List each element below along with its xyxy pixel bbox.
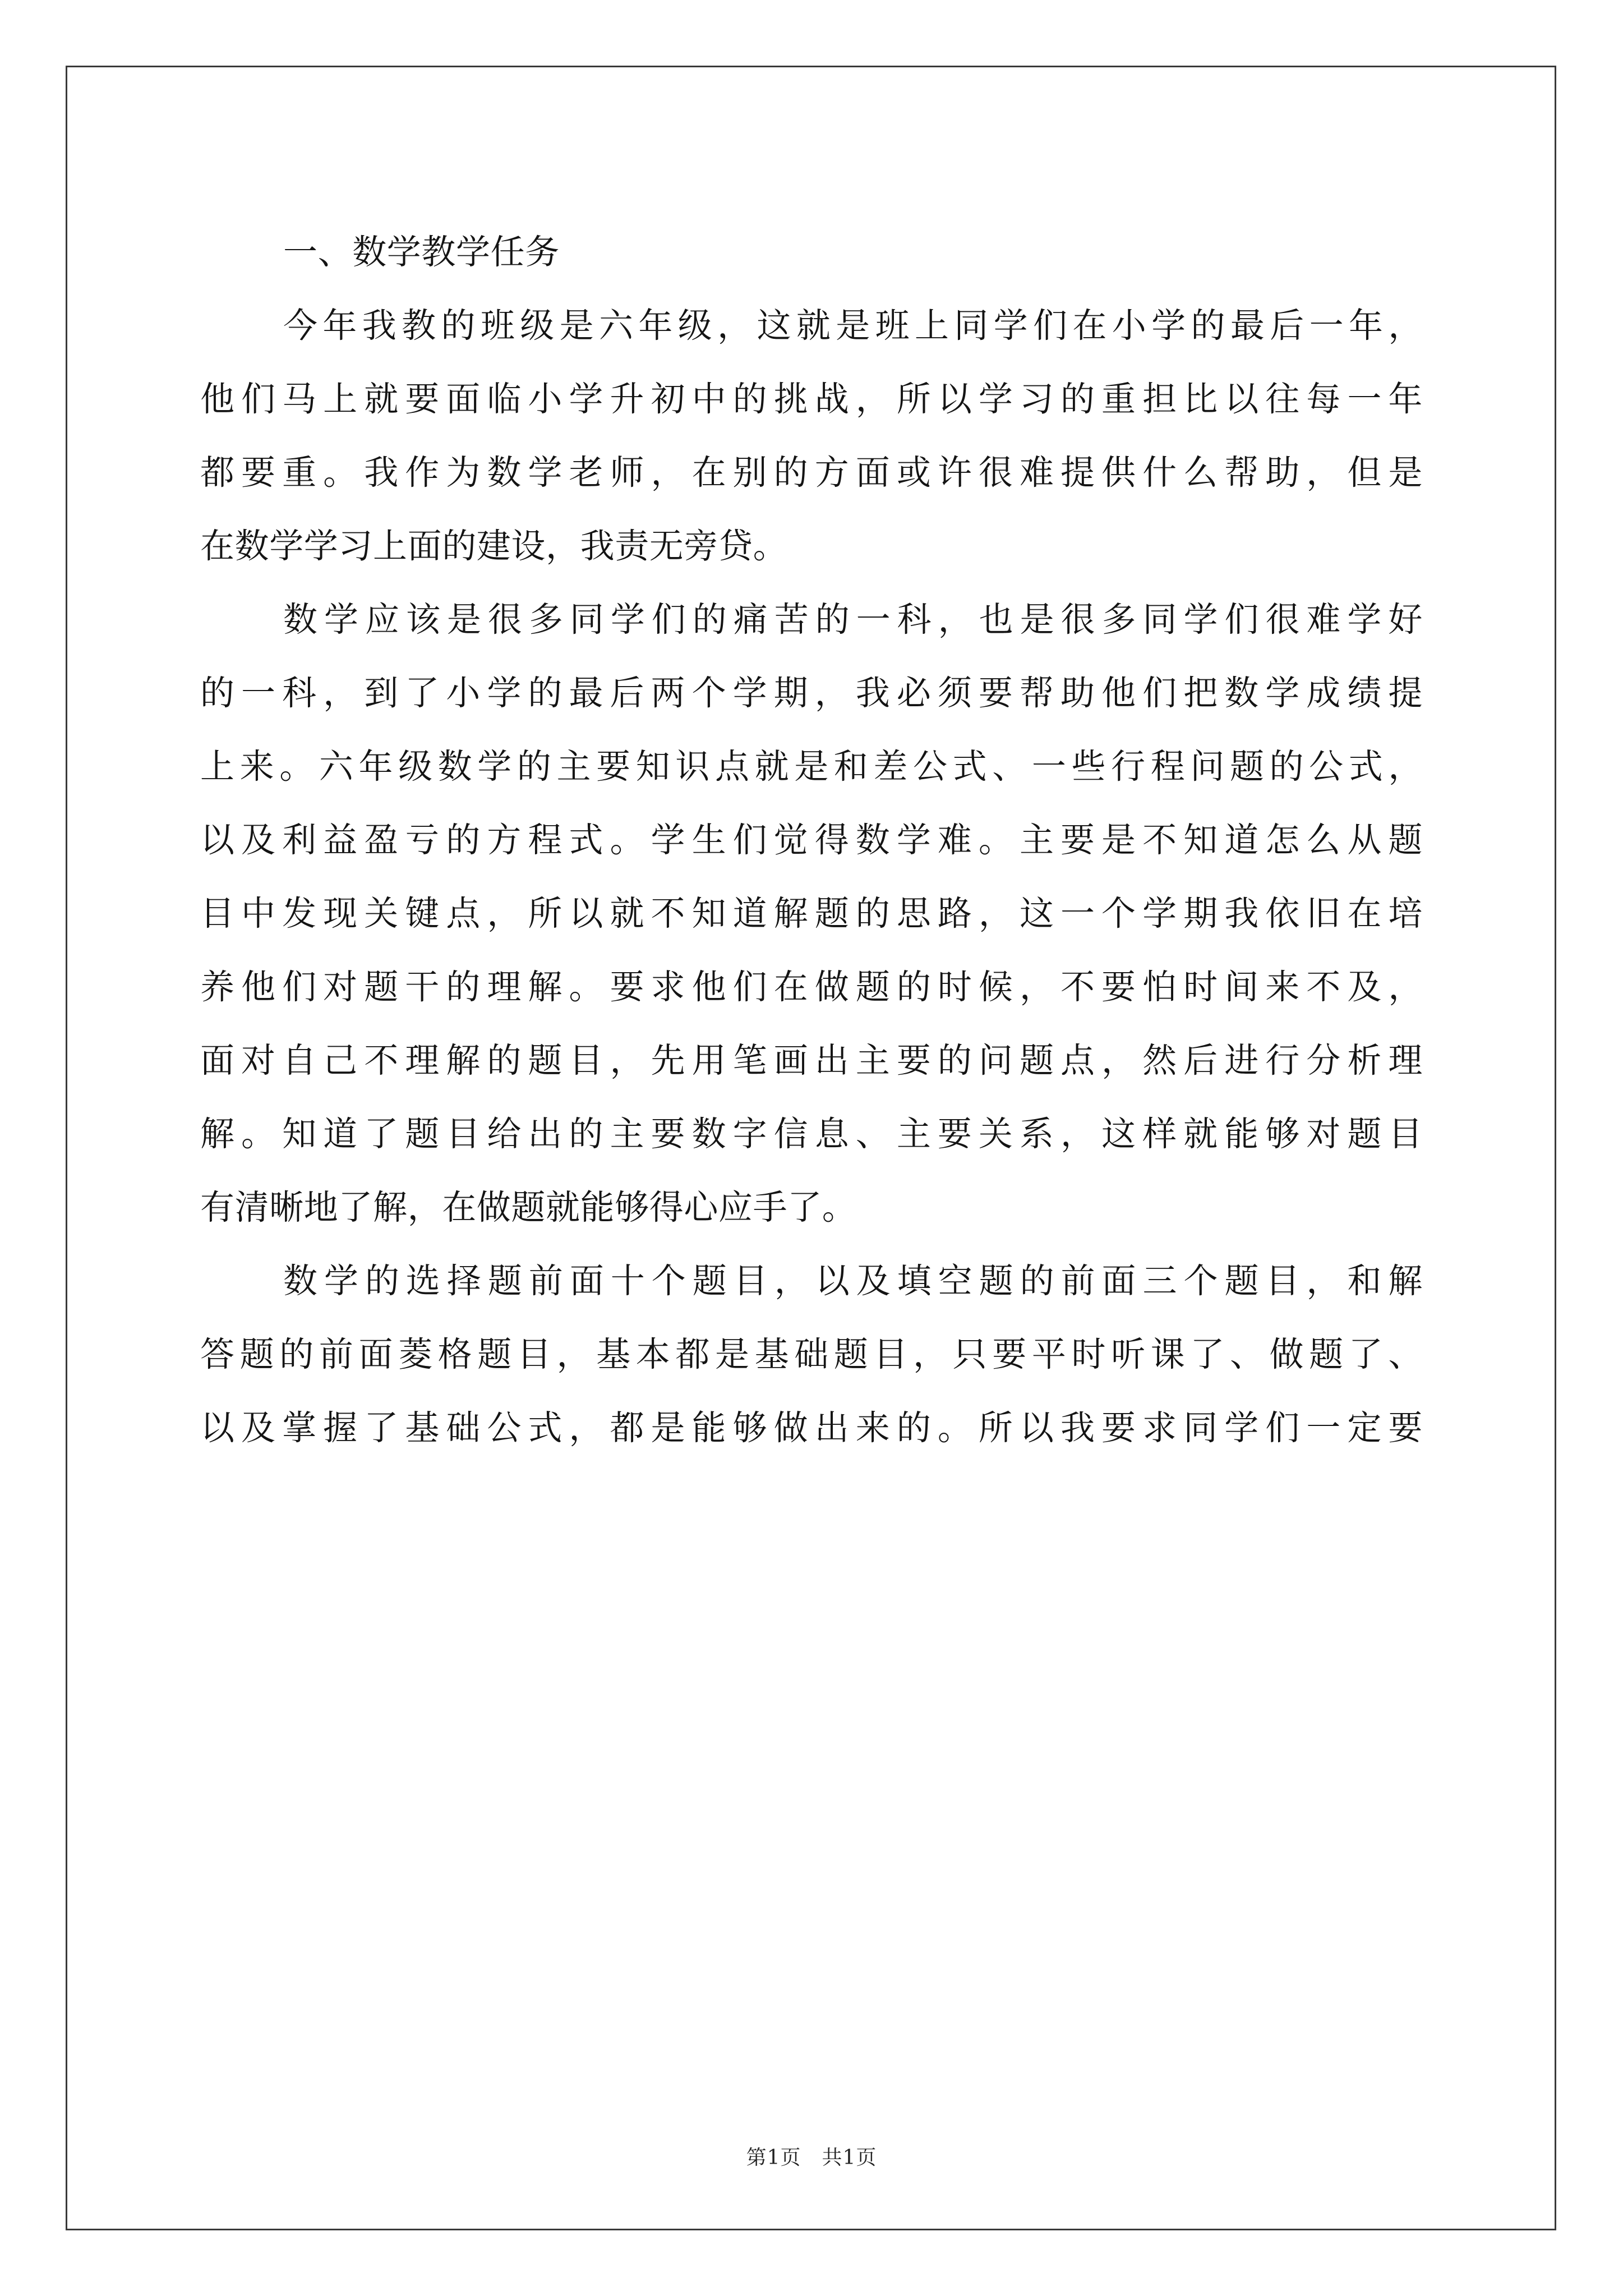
paragraph-1 xyxy=(200,289,1423,583)
paragraph-3 xyxy=(200,1244,1423,1465)
paragraph-2 xyxy=(200,583,1423,1244)
page-number-label: 第1页 共1页 xyxy=(746,2146,877,2169)
paragraph-line: 在数学学习上面的建设，我责无旁贷。 xyxy=(200,526,788,566)
paragraph-line: 以及掌握了基础公式，都是能够做出来的。所以我要求同学们一定要 xyxy=(200,1408,1423,1448)
paragraph-line: 有清晰地了解，在做题就能够得心应手了。 xyxy=(200,1188,857,1227)
paragraph-line: 面对自己不理解的题目，先用笔画出主要的问题点，然后进行分析理 xyxy=(200,1041,1423,1080)
paragraph-line: 数学的选择题前面十个题目，以及填空题的前面三个题目，和解 xyxy=(283,1261,1423,1301)
paragraph-line: 目中发现关键点，所以就不知道解题的思路，这一个学期我依旧在培 xyxy=(200,894,1423,933)
paragraph-line: 今年我教的班级是六年级，这就是班上同学们在小学的最后一年， xyxy=(283,306,1423,346)
paragraph-line: 上来。六年级数学的主要知识点就是和差公式、一些行程问题的公式， xyxy=(200,747,1423,786)
section-heading xyxy=(200,215,1423,289)
paragraph-line: 数学应该是很多同学们的痛苦的一科，也是很多同学们很难学好 xyxy=(283,600,1423,639)
document-body xyxy=(200,215,1423,1465)
paragraph-line: 以及利益盈亏的方程式。学生们觉得数学难。主要是不知道怎么从题 xyxy=(200,820,1423,860)
paragraph-line: 养他们对题干的理解。要求他们在做题的时候，不要怕时间来不及， xyxy=(200,967,1423,1007)
page-footer xyxy=(0,2142,1623,2170)
paragraph-line: 都要重。我作为数学老师，在别的方面或许很难提供什么帮助，但是 xyxy=(200,453,1423,493)
paragraph-line: 他们马上就要面临小学升初中的挑战，所以学习的重担比以往每一年 xyxy=(200,379,1423,419)
heading-text: 一、数学教学任务 xyxy=(283,232,560,272)
paragraph-line: 的一科，到了小学的最后两个学期，我必须要帮助他们把数学成绩提 xyxy=(200,673,1423,713)
paragraph-line: 答题的前面菱格题目，基本都是基础题目，只要平时听课了、做题了、 xyxy=(200,1335,1423,1374)
paragraph-line: 解。知道了题目给出的主要数字信息、主要关系，这样就能够对题目 xyxy=(200,1114,1423,1154)
